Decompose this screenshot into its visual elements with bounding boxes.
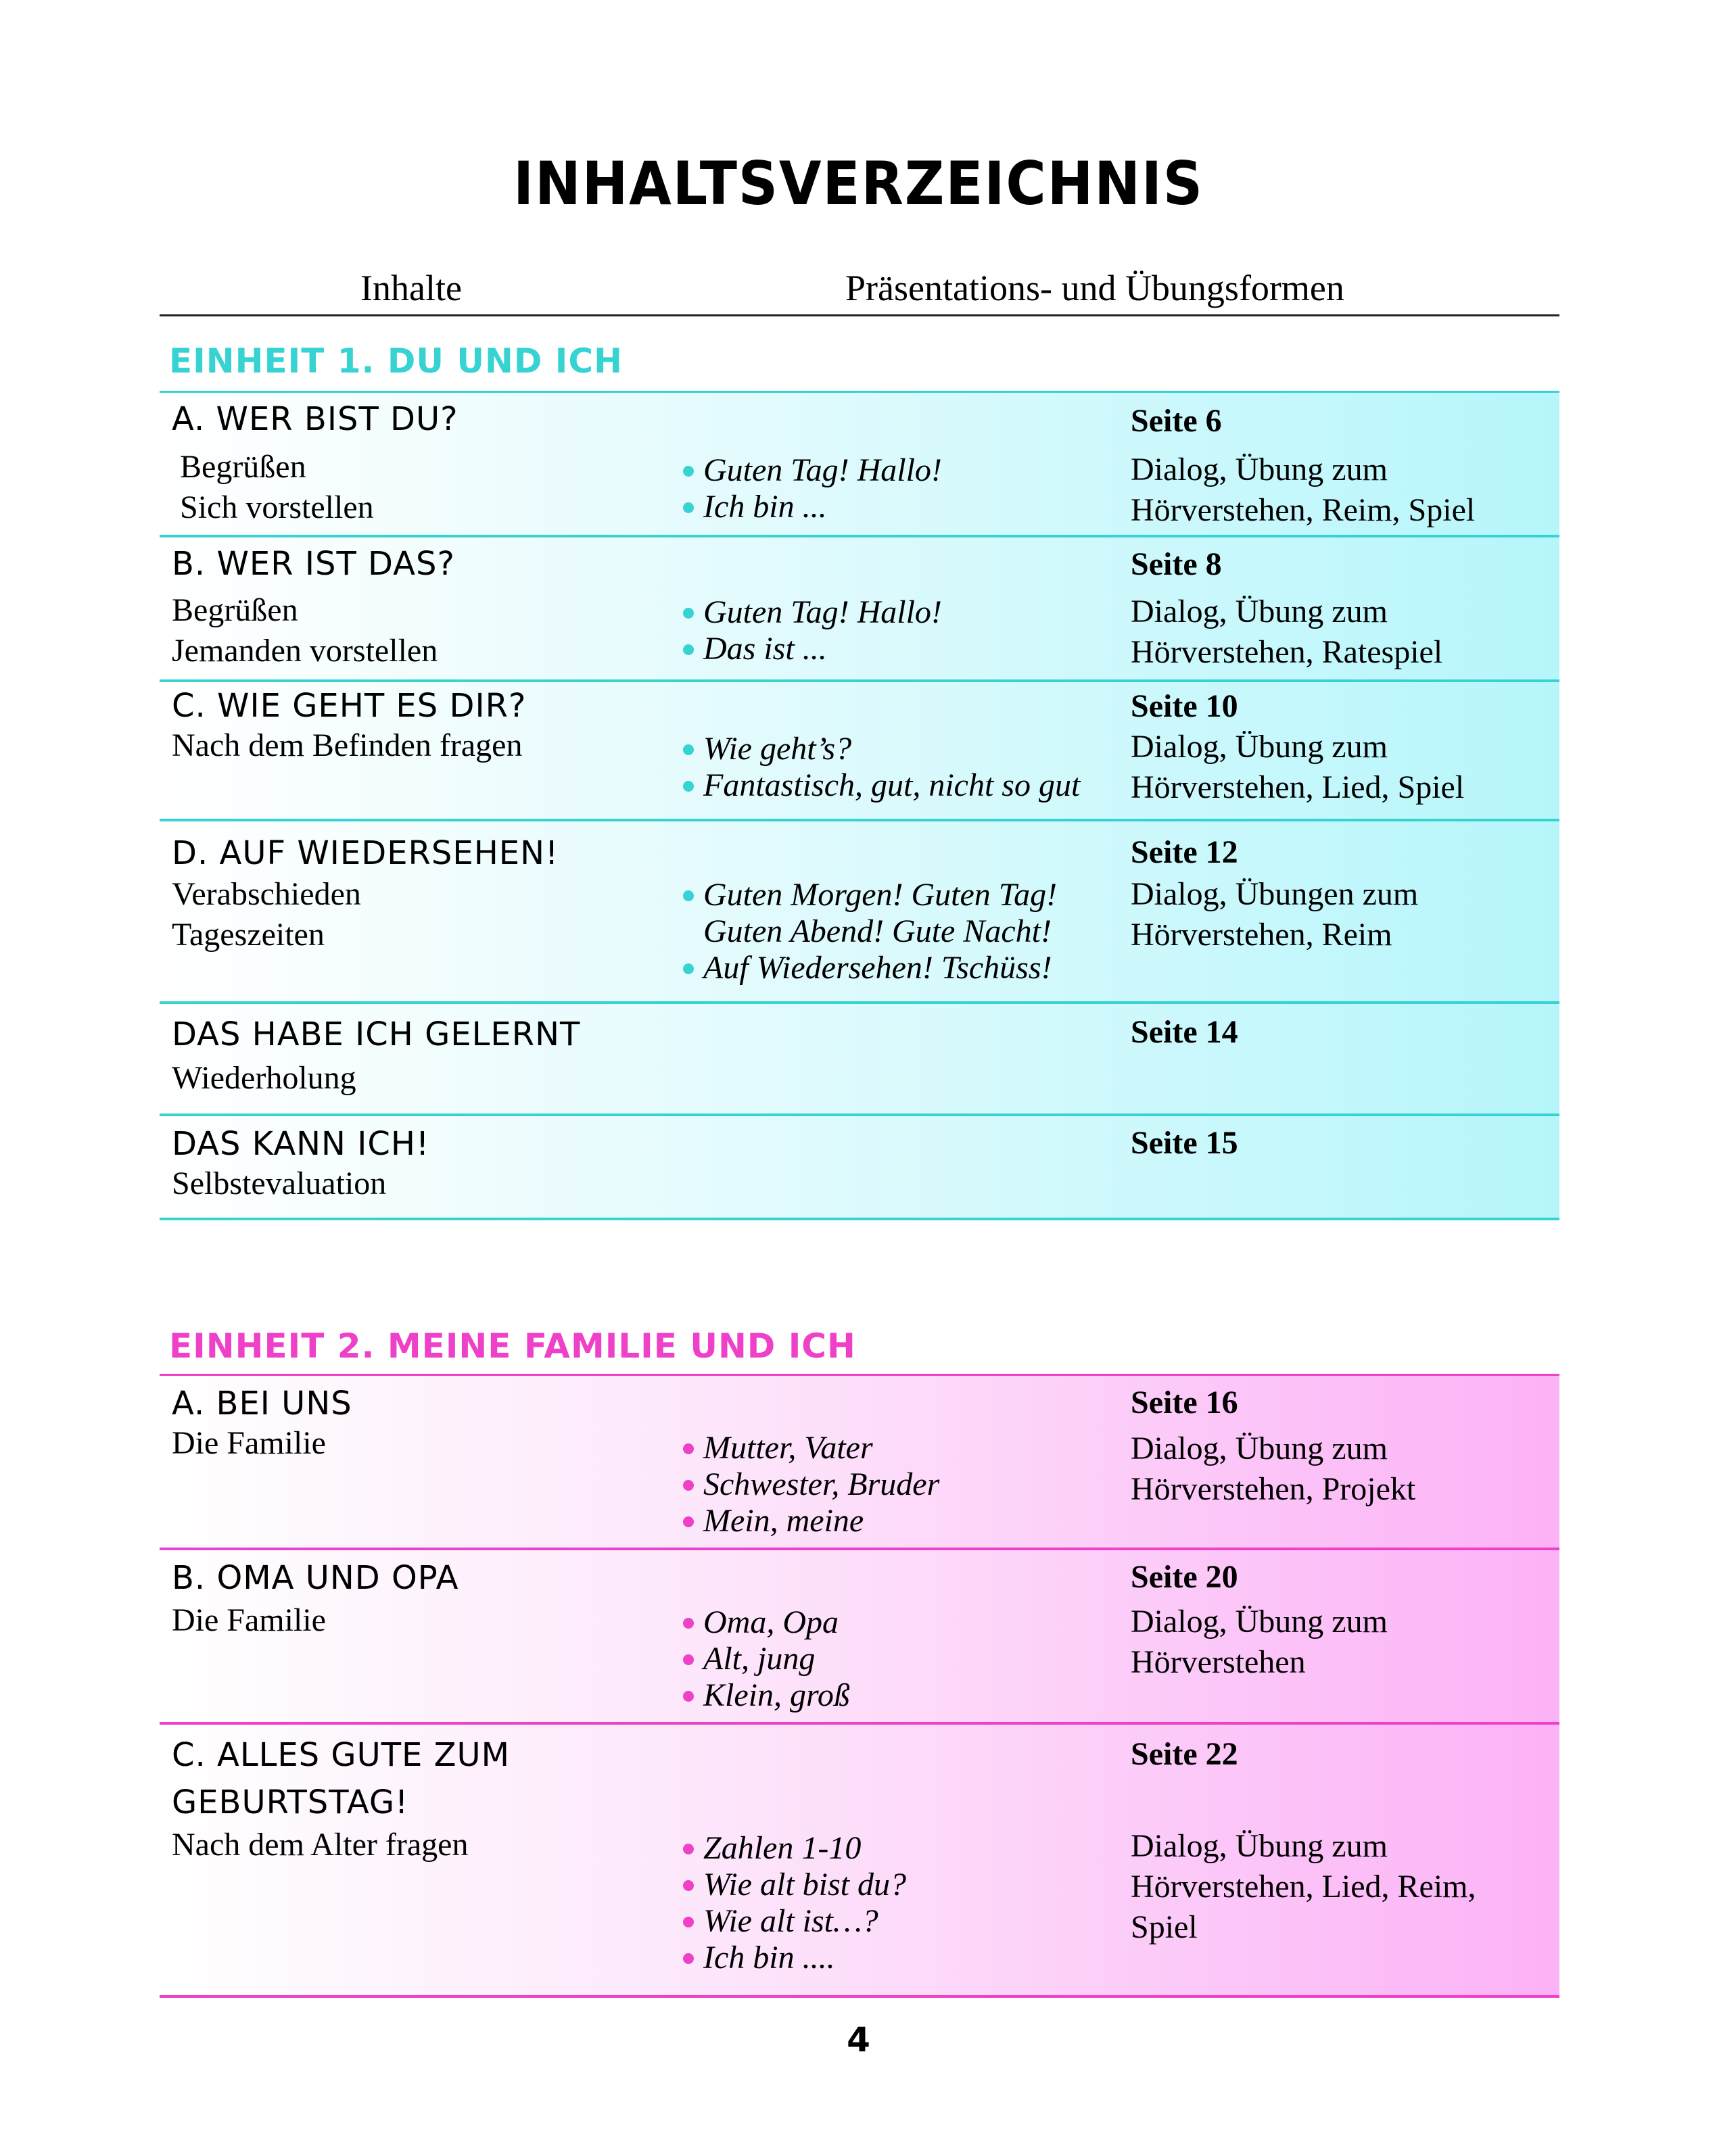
table-row: [160, 1550, 1559, 1725]
topic: Wiederholung: [172, 1060, 356, 1096]
forms-line: Dialog, Übung zum: [1131, 1828, 1388, 1864]
unit-heading: EINHEIT 2. MEINE FAMILIE UND ICH: [169, 1326, 856, 1366]
unit-table: [160, 391, 1559, 1220]
table-row: [160, 682, 1559, 821]
phrase: Ich bin ....: [680, 1940, 906, 1976]
forms-line: Dialog, Übung zum: [1131, 452, 1388, 487]
bullet-icon: [683, 1480, 694, 1491]
forms-line: Hörverstehen, Lied, Reim,: [1131, 1869, 1476, 1905]
page-number: 4: [847, 2020, 870, 2059]
lesson-topics: [172, 874, 361, 955]
bullet-icon: [683, 466, 694, 477]
forms-line: Hörverstehen, Ratespiel: [1131, 634, 1443, 670]
phrase: Zahlen 1-10: [680, 1830, 906, 1867]
bullet-icon: [683, 1844, 694, 1854]
topic: Die Familie: [172, 1425, 326, 1461]
bullet-icon: [683, 1618, 694, 1629]
topic: Begrüßen: [172, 592, 298, 628]
forms-line: Dialog, Übungen zum: [1131, 876, 1419, 912]
forms-line: Dialog, Übung zum: [1131, 1604, 1388, 1639]
lesson-topics: [172, 1423, 326, 1464]
unit-heading: EINHEIT 1. DU UND ICH: [169, 341, 623, 381]
page-reference: Seite 16: [1131, 1385, 1238, 1420]
page-reference: Seite 8: [1131, 546, 1222, 582]
column-header-forms: Präsentations- und Übungsformen: [845, 268, 1344, 308]
phrase: Ich bin ...: [680, 489, 942, 525]
phrase: Wie alt ist…?: [680, 1903, 906, 1940]
bullet-icon: [683, 644, 694, 655]
forms-line: Dialog, Übung zum: [1131, 594, 1388, 629]
exercise-forms: [1131, 450, 1475, 531]
table-row: [160, 393, 1559, 537]
page-reference: Seite 22: [1131, 1736, 1238, 1772]
lesson-topics: [172, 1164, 386, 1204]
phrase: Das ist ...: [680, 631, 942, 667]
forms-line: Dialog, Übung zum: [1131, 1431, 1388, 1466]
forms-line: Hörverstehen: [1131, 1644, 1306, 1680]
lesson-title: DAS KANN ICH!: [172, 1125, 430, 1163]
lesson-phrases: [680, 452, 942, 525]
topic: Nach dem Alter fragen: [172, 1827, 469, 1863]
lesson-topics: [172, 1825, 468, 1865]
phrase: Auf Wiedersehen! Tschüss!: [680, 950, 1057, 986]
unit-table: [160, 1374, 1559, 1998]
page-reference: Seite 12: [1131, 834, 1238, 870]
forms-line: Hörverstehen, Lied, Spiel: [1131, 769, 1465, 805]
lesson-title: B. OMA UND OPA: [172, 1559, 459, 1597]
lesson-topics: [172, 1600, 326, 1641]
lesson-title: DAS HABE ICH GELERNT: [172, 1015, 581, 1053]
topic: Selbstevaluation: [172, 1166, 387, 1201]
lesson-title: D. AUF WIEDERSEHEN!: [172, 834, 559, 872]
table-row: [160, 1116, 1559, 1220]
topic: Verabschieden: [172, 876, 361, 912]
column-header-contents: Inhalte: [360, 268, 462, 308]
phrase: Schwester, Bruder: [680, 1466, 939, 1503]
lesson-phrases: [680, 1604, 850, 1714]
lesson-phrases: [680, 877, 1057, 986]
page-reference: Seite 20: [1131, 1559, 1238, 1595]
forms-line: Hörverstehen, Projekt: [1131, 1471, 1416, 1507]
table-row: [160, 1725, 1559, 1998]
topic: Tageszeiten: [172, 917, 325, 953]
bullet-icon: [683, 1880, 694, 1891]
topic: Begrüßen: [180, 449, 306, 485]
forms-line: Hörverstehen, Reim: [1131, 917, 1392, 953]
bullet-icon: [683, 1691, 694, 1702]
lesson-title: B. WER IST DAS?: [172, 545, 455, 583]
topic: Jemanden vorstellen: [172, 633, 438, 669]
phrase: Wie geht’s?: [680, 731, 1080, 767]
phrase: Wie alt bist du?: [680, 1867, 906, 1903]
lesson-phrases: [680, 1830, 906, 1976]
topic: Sich vorstellen: [180, 489, 374, 525]
page-reference: Seite 14: [1131, 1014, 1238, 1050]
phrase: Fantastisch, gut, nicht so gut: [680, 767, 1080, 804]
exercise-forms: [1131, 1826, 1476, 1948]
lesson-title: A. BEI UNS: [172, 1385, 352, 1422]
lesson-topics: [172, 590, 438, 671]
phrase: Mutter, Vater: [680, 1430, 939, 1466]
bullet-icon: [683, 608, 694, 619]
topic: Die Familie: [172, 1602, 326, 1638]
lesson-title: [172, 1731, 510, 1826]
bullet-icon: [683, 963, 694, 974]
bullet-icon: [683, 1516, 694, 1527]
phrase: Guten Abend! Gute Nacht!: [703, 913, 1052, 949]
lesson-topics: [172, 725, 522, 766]
bullet-icon: [683, 1443, 694, 1454]
lesson-title-line: GEBURTSTAG!: [172, 1783, 409, 1821]
page-reference: Seite 10: [1131, 688, 1238, 724]
bullet-icon: [683, 1654, 694, 1665]
lesson-title: C. WIE GEHT ES DIR?: [172, 687, 527, 725]
lesson-topics: [172, 1058, 356, 1099]
phrase: Klein, groß: [680, 1677, 850, 1714]
exercise-forms: [1131, 592, 1442, 673]
phrase: Mein, meine: [680, 1503, 939, 1539]
bullet-icon: [683, 1953, 694, 1964]
phrase: Alt, jung: [680, 1641, 850, 1677]
table-row: [160, 1376, 1559, 1550]
exercise-forms: [1131, 1602, 1388, 1683]
table-row: [160, 1004, 1559, 1116]
forms-line: Hörverstehen, Reim, Spiel: [1131, 492, 1476, 528]
bullet-icon: [683, 1917, 694, 1927]
phrase: Guten Tag! Hallo!: [680, 594, 942, 631]
lesson-phrases: [680, 594, 942, 667]
lesson-phrases: [680, 731, 1080, 804]
lesson-title-line: C. ALLES GUTE ZUM: [172, 1736, 511, 1774]
phrase: Oma, Opa: [680, 1604, 850, 1641]
page-reference: Seite 6: [1131, 403, 1222, 439]
lesson-topics: [180, 447, 374, 528]
bullet-icon: [683, 502, 694, 513]
phrase: Guten Tag! Hallo!: [680, 452, 942, 489]
table-row: [160, 821, 1559, 1004]
lesson-phrases: [680, 1430, 939, 1539]
exercise-forms: [1131, 874, 1418, 955]
phrase: Guten Morgen! Guten Tag!: [680, 877, 1057, 913]
column-headers: [160, 267, 1559, 316]
bullet-icon: [683, 744, 694, 755]
page-reference: Seite 15: [1131, 1125, 1238, 1161]
exercise-forms: [1131, 1429, 1415, 1510]
page-title: INHALTSVERZEICHNIS: [513, 149, 1204, 218]
bullet-icon: [683, 781, 694, 792]
forms-line: Spiel: [1131, 1909, 1198, 1945]
topic: Nach dem Befinden fragen: [172, 727, 523, 763]
forms-line: Dialog, Übung zum: [1131, 729, 1388, 765]
bullet-icon: [683, 890, 694, 901]
lesson-title: A. WER BIST DU?: [172, 400, 458, 438]
table-row: [160, 537, 1559, 682]
exercise-forms: [1131, 727, 1464, 808]
